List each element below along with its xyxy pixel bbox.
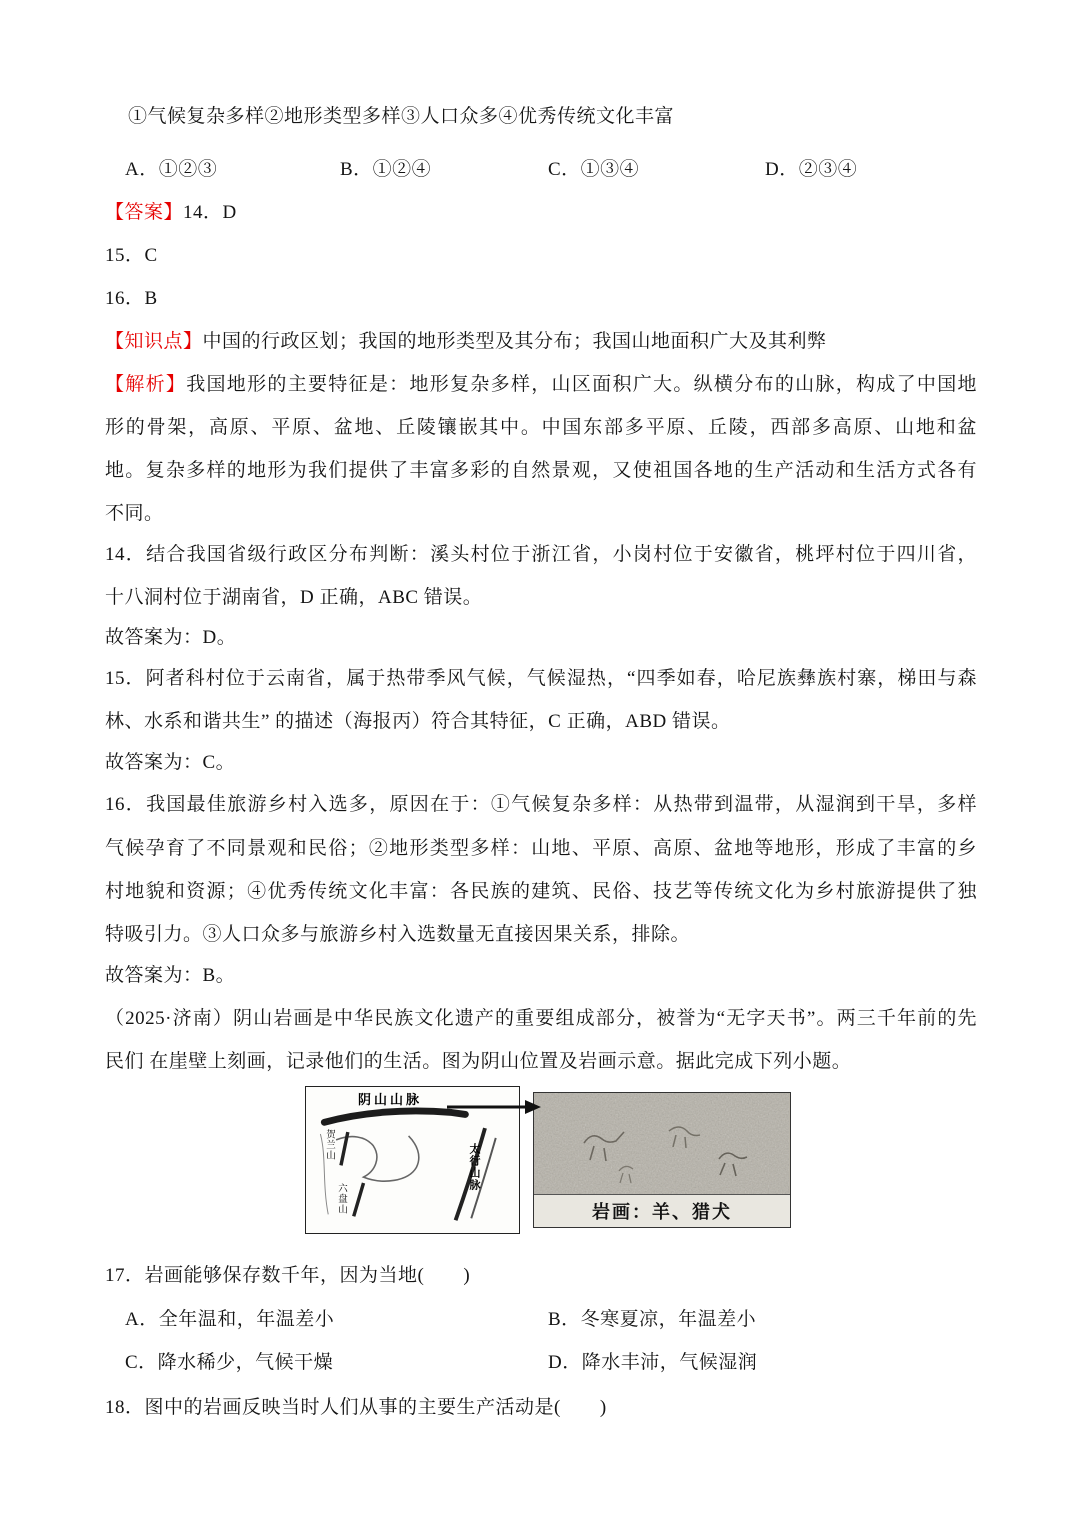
analysis-text-1: 我国地形的主要特征是：地形复杂多样，山区面积广大。纵横分布的山脉，构成了中国地 (186, 374, 977, 395)
map-label-taihang: 太行山脉 (468, 1143, 480, 1191)
liupan-range-stroke (354, 1183, 364, 1216)
explain-16-line-1: 16．我国最佳旅游乡村入选多，原因在于：①气候复杂多样：从热带到温带，从湿润到干旱，多样 (105, 794, 977, 815)
map-label-yinshan: 阴山山脉 (358, 1092, 423, 1107)
river-line (336, 1136, 419, 1181)
map-label-helan: 贺兰山 (324, 1129, 334, 1161)
explain-16-answer: 故答案为：B。 (105, 965, 236, 986)
explain-16-line-3: 村地貌和资源；④优秀传统文化丰富：各民族的建筑、民俗、技艺等传统文化为乡村旅游提供了独 (105, 881, 977, 902)
question-18-stem: 18．图中的岩画反映当时人们从事的主要生产活动是( ) (105, 1397, 607, 1418)
answer-tag: 【答案】 (105, 202, 184, 223)
knowledge-tag: 【知识点】 (105, 331, 203, 352)
choice-17-a: A．全年温和，年温差小 (125, 1309, 335, 1330)
answer-line-15: 15．C (105, 245, 158, 266)
choice-14-b: B．①②④ (340, 159, 432, 180)
answer-line-14 (105, 199, 977, 229)
analysis-line-4: 不同。 (105, 503, 164, 524)
choice-17-c: C．降水稀少，气候干燥 (125, 1352, 334, 1373)
explain-15-line-2: 林、水系和谐共生” 的描述（海报丙）符合其特征，C 正确，ABD 错误。 (105, 711, 731, 732)
answer-line-16: 16．B (105, 288, 158, 309)
question-stem-items: ①气候复杂多样②地形类型多样③人口众多④优秀传统文化丰富 (128, 106, 675, 127)
map-to-photo-arrow-icon (445, 1096, 543, 1118)
choice-17-b: B．冬寒夏凉，年温差小 (548, 1309, 757, 1330)
rock-texture (534, 1093, 789, 1194)
passage-line-1: （2025·济南）阴山岩画是中华民族文化遗产的重要组成部分，被誉为“无字天书”。两三千年前的先 (105, 1008, 977, 1029)
question-17-stem: 17．岩画能够保存数千年，因为当地( ) (105, 1265, 471, 1286)
answer-14: 14．D (183, 202, 237, 223)
rock-painting-photo (533, 1092, 791, 1228)
analysis-tag: 【解析】 (105, 374, 187, 395)
map-label-liupan: 六盘山 (336, 1183, 346, 1215)
choice-14-d: D．②③④ (765, 159, 858, 180)
explain-14-line-1: 14．结合我国省级行政区分布判断：溪头村位于浙江省，小岗村位于安徽省，桃坪村位于四川省， (105, 544, 977, 565)
choice-14-a: A．①②③ (125, 159, 218, 180)
analysis-line-3: 地。复杂多样的地形为我们提供了丰富多彩的自然景观，又使祖国各地的生产活动和生活方式各有 (105, 460, 977, 481)
analysis-line-2: 形的骨架，高原、平原、盆地、丘陵镶嵌其中。中国东部多平原、丘陵，西部多高原、山地和盆 (105, 417, 977, 438)
explain-14-line-2: 十八洞村位于湖南省，D 正确，ABC 错误。 (105, 587, 483, 608)
photo-caption: 岩画：羊、猎犬 (534, 1194, 790, 1227)
choice-17-d: D．降水丰沛，气候湿润 (548, 1352, 758, 1373)
explain-16-line-2: 气候孕育了不同景观和民俗；②地形类型多样：山地、平原、高原、盆地等地形，形成了丰富的乡 (105, 838, 977, 859)
explain-16-line-4: 特吸引力。③人口众多与旅游乡村入选数量无直接因果关系，排除。 (105, 924, 691, 945)
analysis-line-1 (105, 371, 977, 401)
knowledge-line (105, 328, 977, 358)
knowledge-text: 中国的行政区划；我国的地形类型及其分布；我国山地面积广大及其利弊 (202, 331, 827, 352)
explain-15-line-1: 15．阿者科村位于云南省，属于热带季风气候，气候湿热，“四季如春，哈尼族彝族村寨，梯田与森 (105, 668, 977, 689)
explain-15-answer: 故答案为：C。 (105, 752, 236, 773)
choice-14-c: C．①③④ (548, 159, 640, 180)
passage-line-2: 民们 在崖壁上刻画，记录他们的生活。图为阴山位置及岩画示意。据此完成下列小题。 (105, 1051, 852, 1072)
explain-14-answer: 故答案为：D。 (105, 627, 237, 648)
